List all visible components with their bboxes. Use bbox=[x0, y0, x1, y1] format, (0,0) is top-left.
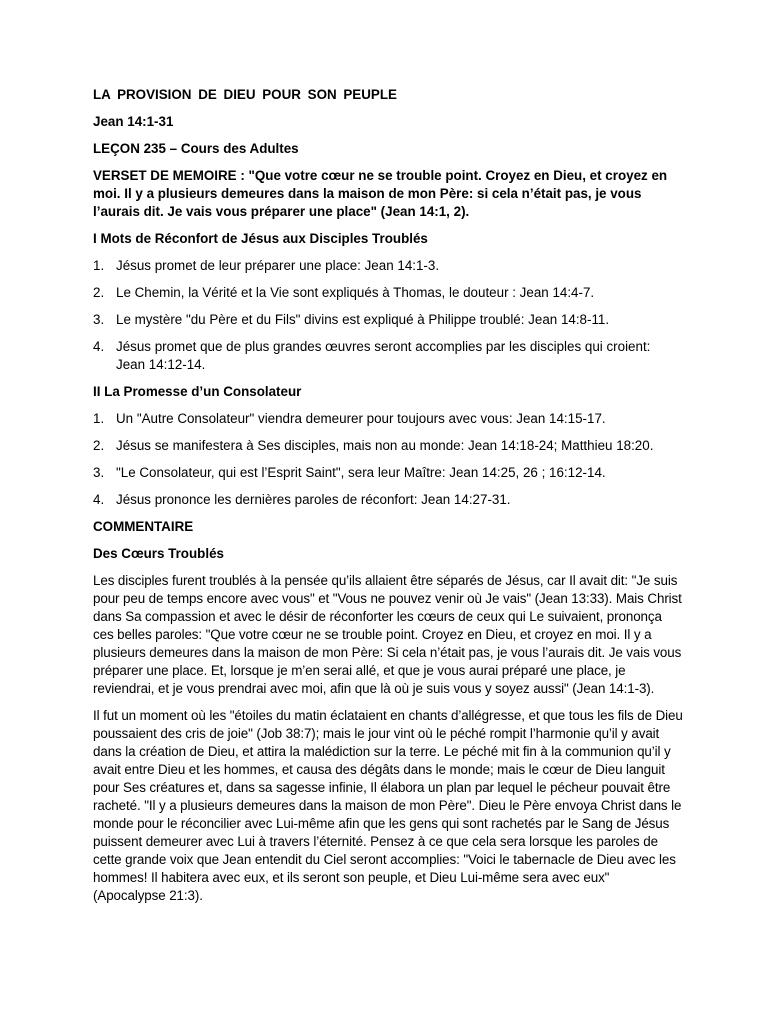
document-title: LA PROVISION DE DIEU POUR SON PEUPLE bbox=[93, 87, 397, 102]
memory-verse-label: VERSET DE MEMOIRE : bbox=[93, 168, 245, 183]
section-2-heading: II La Promesse d’un Consolateur bbox=[93, 384, 302, 399]
list-number: 1. bbox=[93, 258, 105, 273]
list-number: 1. bbox=[93, 411, 105, 426]
list-number: 3. bbox=[93, 465, 105, 480]
scripture-reference: Jean 14:1-31 bbox=[93, 114, 174, 129]
memory-verse-text: "Que votre cœur ne se trouble point. Croyez en Dieu, et croyez en moi. Il y a plusieurs demeures dans la maison de mon Père: si cela n’était pas, je vous l’aurais dit. Je vais vous préparer une place" (Jean 14:1, 2). bbox=[93, 168, 668, 219]
list-item bbox=[93, 437, 683, 455]
commentary-heading: COMMENTAIRE bbox=[93, 519, 194, 534]
commentary-paragraph: Il fut un moment où les "étoiles du matin éclataient en chants d’allégresse, et que tous les fils de Dieu poussaient des cris de joie" (Job 38:7); mais le jour vint où le péché rompit l’harmonie qu’il y avait dans la création de Dieu, et attira la malédiction sur la terre. Le péché mit fin à la communion qu’il y avait entre Dieu et les hommes, et causa des dégâts dans le monde; mais le cœur de Dieu languit pour Ses créatures et, dans sa sagesse infinie, Il élabora un plan par lequel le pécheur pouvait être racheté. "Il y a plusieurs demeures dans la maison de mon Père". Dieu le Père envoya Christ dans le monde pour le réconcilier avec Lui-même afin que les gens qui sont rachetés par le Sang de Jésus puissent demeurer avec Lui à travers l’éternité. Pensez à ce que cela sera lorsque les paroles de cette grande voix que Jean entendit du Ciel seront accomplies: "Voici le tabernacle de Dieu avec les hommes! Il habitera avec eux, et ils seront son peuple, et Dieu Lui-même sera avec eux" (Apocalypse 21:3). bbox=[93, 708, 683, 903]
list-text: Le mystère "du Père et du Fils" divins est expliqué à Philippe troublé: Jean 14:8-11. bbox=[116, 312, 610, 327]
memory-verse bbox=[93, 167, 683, 221]
list-text: Jésus se manifestera à Ses disciples, mais non au monde: Jean 14:18-24; Matthieu 18:20. bbox=[116, 438, 654, 453]
commentary-paragraph: Les disciples furent troublés à la pensée qu’ils allaient être séparés de Jésus, car Il avait dit: "Je suis pour peu de temps encore avec vous" et "Vous ne pouvez venir où Je vais" (Jean 13:33). Mais Christ dans Sa compassion et avec le désir de réconforter les cœurs de ceux qui Le suivaient, prononça ces belles paroles: "Que votre cœur ne se trouble point. Croyez en Dieu, et croyez en moi. Il y a plusieurs demeures dans la maison de mon Père: Si cela n’était pas, je vous l’aurais dit. Je vais vous préparer une place. Et, lorsque je m’en serai allé, et que je vous aurai préparé une place, je reviendrai, et je vous prendrai avec moi, afin que là où je suis vous y soyez aussi" (Jean 14:1-3). bbox=[93, 573, 682, 696]
commentary-subheading: Des Cœurs Troublés bbox=[93, 546, 224, 561]
list-text: Jésus promet de leur préparer une place: Jean 14:1-3. bbox=[116, 258, 440, 273]
list-item bbox=[93, 284, 683, 302]
document-page bbox=[93, 86, 683, 914]
lesson-label: LEÇON 235 – Cours des Adultes bbox=[93, 141, 299, 156]
list-text: Jésus promet que de plus grandes œuvres seront accomplies par les disciples qui croient: Jean 14:12-14. bbox=[116, 339, 651, 372]
list-item bbox=[93, 338, 683, 374]
section-1-heading: I Mots de Réconfort de Jésus aux Disciples Troublés bbox=[93, 231, 428, 246]
list-text: Un "Autre Consolateur" viendra demeurer pour toujours avec vous: Jean 14:15-17. bbox=[116, 411, 606, 426]
list-item bbox=[93, 257, 683, 275]
list-number: 2. bbox=[93, 438, 105, 453]
list-item bbox=[93, 464, 683, 482]
list-item bbox=[93, 491, 683, 509]
list-item bbox=[93, 311, 683, 329]
list-number: 3. bbox=[93, 312, 105, 327]
list-number: 4. bbox=[93, 339, 105, 354]
list-number: 4. bbox=[93, 492, 105, 507]
list-text: Le Chemin, la Vérité et la Vie sont expliqués à Thomas, le douteur : Jean 14:4-7. bbox=[116, 285, 595, 300]
list-text: "Le Consolateur, qui est l’Esprit Saint", sera leur Maître: Jean 14:25, 26 ; 16:12-14. bbox=[116, 465, 606, 480]
list-item bbox=[93, 410, 683, 428]
list-text: Jésus prononce les dernières paroles de réconfort: Jean 14:27-31. bbox=[116, 492, 511, 507]
list-number: 2. bbox=[93, 285, 105, 300]
